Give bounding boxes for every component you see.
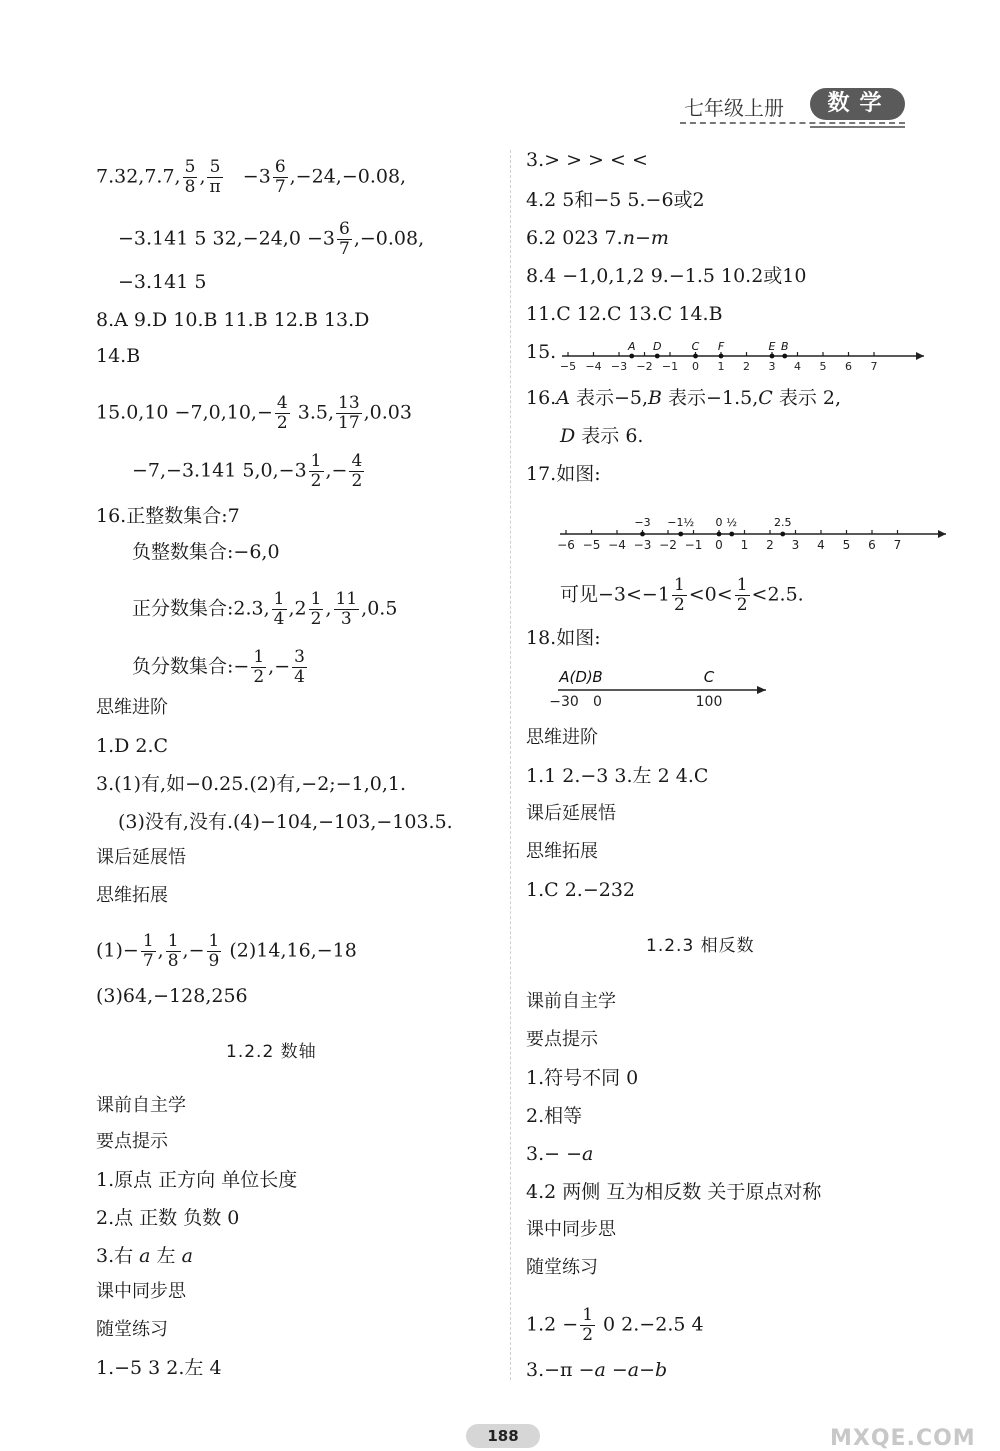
grade-label: 七年级上册 xyxy=(684,96,784,120)
answer-r6-7: 6.2 023 7.n−m xyxy=(526,227,669,249)
tick-label: 4 xyxy=(817,538,825,552)
point-label: B xyxy=(592,668,603,686)
answer-r15-label: 15. xyxy=(526,341,557,363)
tick-label: −5 xyxy=(559,360,577,373)
answer-r3: 3.> > > < < xyxy=(526,149,648,171)
answer-siwei-3b: (3)没有,没有.(4)−104,−103,−103.5. xyxy=(118,811,453,833)
suitang-1-2: 1.−5 3 2.左 4 xyxy=(96,1357,222,1379)
point-label: F xyxy=(717,340,725,353)
section-tuozhan: 思维拓展 xyxy=(96,885,168,906)
number-line-q15 xyxy=(554,332,934,376)
tick-label: −4 xyxy=(608,538,626,552)
point-dot xyxy=(717,532,722,537)
answer-r4-5: 4.2 5和−5 5.−6或2 xyxy=(526,189,705,211)
section-kezhong: 课中同步思 xyxy=(96,1281,186,1302)
tick-label: 3 xyxy=(791,538,800,552)
tick-label: −5 xyxy=(582,538,601,552)
page-number: 188 xyxy=(466,1424,540,1448)
answer-r18-label: 18.如图: xyxy=(526,627,601,649)
axis-arrow xyxy=(916,352,924,360)
answer-7-line3: −3.141 5 xyxy=(118,271,207,293)
tick-label: 0 xyxy=(593,694,602,710)
answer-16-line3: 正分数集合:2.3, $\frac{1}{4}$ ,2 $\frac{1}{2}$ , $\frac{11}{3}$ ,0.5 xyxy=(132,589,398,629)
tick-label: −3 xyxy=(633,538,652,552)
section-suitang: 随堂练习 xyxy=(96,1319,168,1340)
yaodian-r4: 4.2 两侧 互为相反数 关于原点对称 xyxy=(526,1181,822,1203)
point-label: B xyxy=(780,340,789,353)
yaodian-2: 2.点 正数 负数 0 xyxy=(96,1207,240,1229)
section-keqian: 课前自主学 xyxy=(96,1095,186,1116)
suitang-r1-2: 1.2 − $\frac{1}{2}$ 0 2.−2.5 4 xyxy=(526,1305,704,1345)
axis-arrow xyxy=(757,686,766,694)
point-label: 2.5 xyxy=(774,516,792,529)
tick-label: −30 xyxy=(549,694,579,710)
point-dot xyxy=(782,354,787,359)
answer-r11-14: 11.C 12.C 13.C 14.B xyxy=(526,303,723,325)
point-label: −1½ xyxy=(667,516,695,529)
axis-arrow xyxy=(938,530,946,538)
yaodian-3: 3.右 a 左 a xyxy=(96,1245,193,1267)
answer-7-line1: 7.32,7.7, $\frac{5}{8}$ , $\frac{5}{\pi}$ −3 $\frac{6}{7}$ ,−24,−0.08, xyxy=(96,157,407,197)
yaodian-1: 1.原点 正方向 单位长度 xyxy=(96,1169,298,1191)
section-kezhong-r: 课中同步思 xyxy=(526,1219,616,1240)
tick-label: −1 xyxy=(661,360,679,373)
suitang-r3: 3.−π −a −a−b xyxy=(526,1359,668,1381)
tick-label: 6 xyxy=(868,538,876,552)
answer-16-line1: 16.正整数集合:7 xyxy=(96,505,240,527)
section-tuozhan-r: 思维拓展 xyxy=(526,841,598,862)
point-dot xyxy=(729,532,734,537)
point-label: −3 xyxy=(634,516,651,529)
point-dot xyxy=(640,532,645,537)
column-divider xyxy=(510,150,511,1380)
tick-label: −3 xyxy=(610,360,628,373)
section-siwei-jinjie: 思维进阶 xyxy=(96,697,168,718)
tick-label: 2 xyxy=(766,538,774,552)
answer-15-line1: 15.0,10 −7,0,10,− $\frac{4}{2}$ 3.5, $\frac{13}{17}$ ,0.03 xyxy=(96,393,412,433)
answer-16-line4: 负分数集合:− $\frac{1}{2}$ ,− $\frac{3}{4}$ xyxy=(132,647,305,687)
section-kehou: 课后延展悟 xyxy=(96,847,186,868)
answer-16-line2: 负整数集合:−6,0 xyxy=(132,541,280,563)
answer-r-tuozhan: 1.C 2.−232 xyxy=(526,879,636,901)
section-kehou-r: 课后延展悟 xyxy=(526,803,616,824)
point-label: A(D) xyxy=(559,668,593,686)
answer-r8-10: 8.4 −1,0,1,2 9.−1.5 10.2或10 xyxy=(526,265,807,287)
tick-label: 7 xyxy=(870,360,878,373)
tick-label: 5 xyxy=(819,360,827,373)
page-header xyxy=(660,84,910,134)
tick-label: −1 xyxy=(684,538,703,552)
subject-badge: 数学 xyxy=(810,88,905,120)
tick-label: 0 xyxy=(692,360,699,373)
yaodian-r2: 2.相等 xyxy=(526,1105,583,1127)
tick-label: 7 xyxy=(893,538,902,552)
point-dot xyxy=(693,354,698,359)
header-rule-solid xyxy=(810,126,905,128)
tick-label: 6 xyxy=(845,360,852,373)
point-dot xyxy=(678,532,683,537)
answer-r17-conclusion: 可见−3<−1 $\frac{1}{2}$ <0< $\frac{1}{2}$ <2.5. xyxy=(560,575,804,615)
point-label: D xyxy=(653,340,662,353)
answer-r16-line2: D 表示 6. xyxy=(560,425,644,447)
watermark-url: MXQE.COM xyxy=(830,1426,976,1451)
section-yaodian: 要点提示 xyxy=(96,1131,168,1152)
tick-label: 2 xyxy=(743,360,750,373)
yaodian-r1: 1.符号不同 0 xyxy=(526,1067,639,1089)
answer-siwei-3a: 3.(1)有,如−0.25.(2)有,−2;−1,0,1. xyxy=(96,773,407,795)
answer-r-siwei: 1.1 2.−3 3.左 2 4.C xyxy=(526,765,709,787)
point-label: 0 xyxy=(715,516,723,529)
answer-tuozhan-3: (3)64,−128,256 xyxy=(96,985,248,1007)
tick-label: −6 xyxy=(557,538,575,552)
point-label: ½ xyxy=(726,516,738,529)
point-dot xyxy=(629,354,634,359)
point-label: A xyxy=(627,340,636,353)
tick-label: 3 xyxy=(768,360,776,373)
answer-siwei-1-2: 1.D 2.C xyxy=(96,735,169,757)
answer-tuozhan-1-2: (1)− $\frac{1}{7}$ , $\frac{1}{8}$ ,− $\frac{1}{9}$ (2)14,16,−18 xyxy=(96,931,357,971)
answer-15-line2: −7,−3.141 5,0,−3 $\frac{1}{2}$ ,− $\frac{4}{2}$ xyxy=(132,451,363,491)
number-line-q17 xyxy=(556,500,951,558)
point-dot xyxy=(780,532,785,537)
point-label: E xyxy=(768,340,776,353)
number-line-q18 xyxy=(549,662,786,714)
point-dot xyxy=(655,354,660,359)
tick-label: −2 xyxy=(636,360,653,373)
answer-8-13: 8.A 9.D 10.B 11.B 12.B 13.D xyxy=(96,309,370,331)
tick-label: −2 xyxy=(659,538,677,552)
answer-7-line2: −3.141 5 32,−24,0 −3 $\frac{6}{7}$ ,−0.08, xyxy=(118,219,425,259)
answer-14: 14.B xyxy=(96,345,141,367)
section-yaodian-r: 要点提示 xyxy=(526,1029,598,1050)
yaodian-r3: 3.− −a xyxy=(526,1143,594,1165)
section-keqian-r: 课前自主学 xyxy=(526,991,616,1012)
section-title-1-2-2: 1.2.2 数轴 xyxy=(226,1042,317,1062)
tick-label: 1 xyxy=(717,360,725,373)
tick-label: 5 xyxy=(842,538,851,552)
tick-label: 0 xyxy=(715,538,723,552)
tick-label: 4 xyxy=(794,360,801,373)
tick-label: −4 xyxy=(585,360,602,373)
point-dot xyxy=(770,354,775,359)
answer-r16-line1: 16.A 表示−5,B 表示−1.5,C 表示 2, xyxy=(526,387,841,409)
point-label: C xyxy=(691,340,700,353)
section-siwei-jinjie-r: 思维进阶 xyxy=(526,727,598,748)
section-title-1-2-3: 1.2.3 相反数 xyxy=(646,936,755,956)
point-label: C xyxy=(703,668,715,686)
header-rule xyxy=(680,122,905,124)
point-dot xyxy=(719,354,724,359)
watermark-logo xyxy=(800,1380,995,1450)
tick-label: 100 xyxy=(695,694,723,710)
tick-label: 1 xyxy=(740,538,749,552)
section-suitang-r: 随堂练习 xyxy=(526,1257,598,1278)
answer-r17-label: 17.如图: xyxy=(526,463,601,485)
